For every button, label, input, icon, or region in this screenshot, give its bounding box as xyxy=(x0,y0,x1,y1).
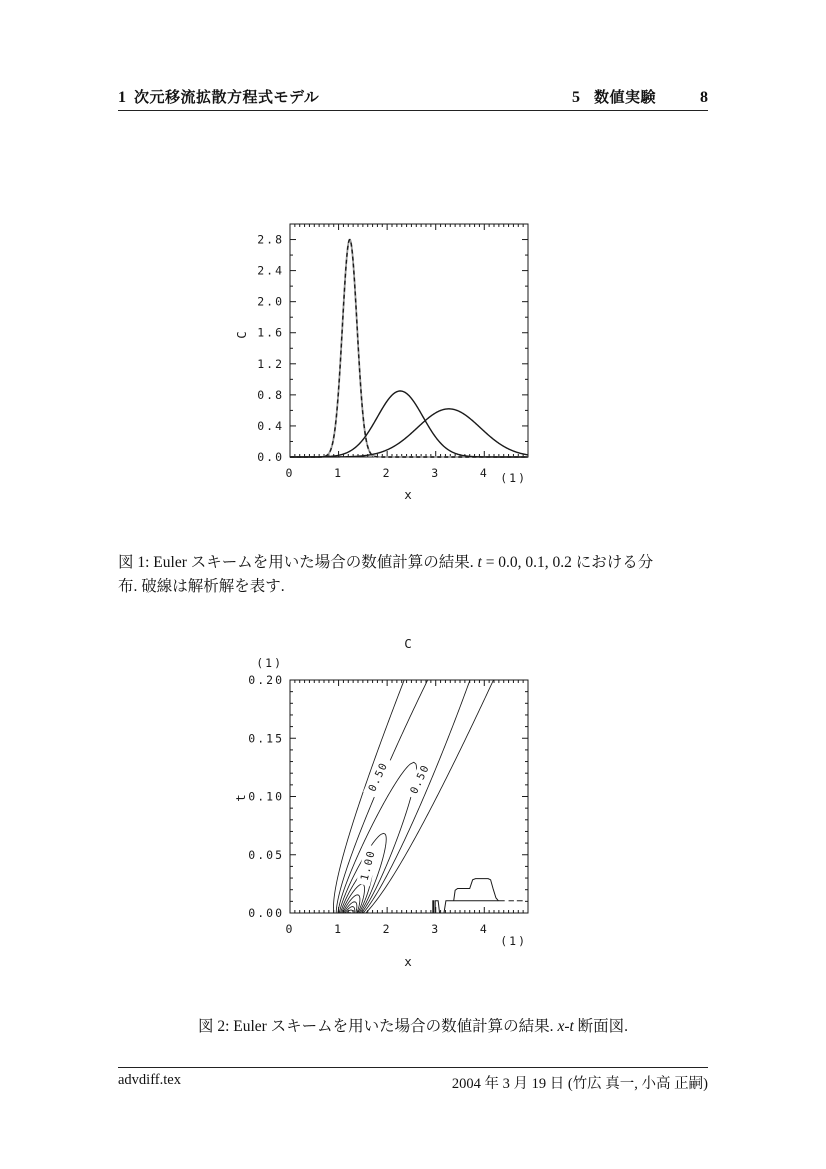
fig1-curve-t=0.1 xyxy=(290,391,528,457)
fig1-axes xyxy=(290,224,528,457)
fig2-contour-label-group-0 xyxy=(363,756,393,798)
fig1-frame xyxy=(290,224,528,457)
fig1-y-tick-label: 2.4 xyxy=(257,263,284,278)
fig2-contour-label-0: 0.50 xyxy=(366,760,391,794)
fig2-y-tick-label: 0.15 xyxy=(248,731,284,746)
figure2-caption-mathvar: x-t xyxy=(557,1018,574,1035)
figure2-caption-text2: 断面図. xyxy=(573,1018,629,1035)
page-number: 8 xyxy=(700,89,708,106)
fig2-y-unit-label: (1) xyxy=(256,656,283,670)
footer-filename: advdiff.tex xyxy=(118,1072,181,1088)
fig2-x-tick-label: 0 xyxy=(285,922,295,936)
chapter-number: 1 xyxy=(118,89,126,106)
fig1-x-tick-label: 1 xyxy=(334,466,344,480)
fig1-y-tick-label: 1.6 xyxy=(257,325,284,340)
fig2-x-tick-label: 2 xyxy=(382,922,392,936)
fig1-y-tick-label: 0.0 xyxy=(257,450,284,464)
figure1-caption-mathvar: t xyxy=(477,554,482,571)
fig1-x-unit-label: (1) xyxy=(500,471,527,485)
footer-rule xyxy=(118,1067,708,1068)
fig1-y-tick-label: 1.2 xyxy=(257,356,284,371)
chapter-title: 次元移流拡散方程式モデル xyxy=(134,89,320,106)
fig2-x-axis-label: x xyxy=(404,954,414,969)
fig2-y-axis-label: t xyxy=(233,792,248,802)
fig2-contour-0.25-right xyxy=(366,680,494,913)
fig2-contour-label-group-1 xyxy=(405,758,435,800)
figure2-caption-text: 図 2: Euler スキームを用いた場合の数値計算の結果. xyxy=(197,1018,558,1035)
fig1-x-tick-label: 0 xyxy=(285,466,295,480)
footer-date-authors: 2004 年 3 月 19 日 (竹広 真一, 小高 正嗣) xyxy=(451,1076,708,1092)
fig2-contour-label-2: 1.00 xyxy=(358,848,378,882)
fig1-y-tick-label: 0.8 xyxy=(257,387,284,402)
fig2-y-tick-label: 0.20 xyxy=(248,673,284,687)
fig2-x-tick-label: 4 xyxy=(479,922,489,936)
fig1-y-tick-label: 2.0 xyxy=(257,294,284,309)
fig2-y-tick-label: 0.10 xyxy=(248,789,284,804)
fig2-artifact-blob xyxy=(454,879,499,901)
fig1-curve-t=0.2 xyxy=(290,409,528,457)
section-number: 5 xyxy=(571,89,580,106)
figure1-caption-text: 図 1: Euler スキームを用いた場合の数値計算の結果. xyxy=(118,554,478,571)
figure1-caption-line2: 布. 破線は解析解を表す. xyxy=(118,578,285,595)
fig1-y-tick-label: 0.4 xyxy=(257,418,284,433)
fig1-y-axis-label: C xyxy=(234,329,249,339)
figure1-caption-line1 xyxy=(118,551,718,575)
fig1-x-tick-label: 2 xyxy=(382,466,392,480)
figure1-caption xyxy=(118,551,718,599)
fig1-curve-numerical-t=0.0 xyxy=(290,240,528,457)
figure1-caption-text2: = 0.0, 0.1, 0.2 における分 xyxy=(481,554,654,571)
section-title: 数値実験 xyxy=(593,89,656,106)
fig1-x-tick-label: 3 xyxy=(431,466,441,480)
figure2-caption xyxy=(118,1015,708,1039)
fig2-x-tick-label: 3 xyxy=(431,922,441,936)
fig1-x-axis-label: x xyxy=(404,487,414,502)
fig1-x-tick-label: 4 xyxy=(479,466,489,480)
fig1-curve-analytic-dashed-t=0.0 xyxy=(290,240,528,457)
fig1-y-tick-label: 2.8 xyxy=(257,232,284,247)
fig2-frame xyxy=(290,680,528,913)
fig2-x-tick-label: 1 xyxy=(334,922,344,936)
fig2-title: C xyxy=(404,636,414,651)
fig2-axes xyxy=(290,680,528,913)
fig2-x-unit-label: (1) xyxy=(500,934,527,948)
fig2-contour-label-1: 0.50 xyxy=(408,762,433,796)
fig2-y-tick-label: 0.05 xyxy=(248,847,284,862)
footer xyxy=(118,1072,708,1093)
fig2-y-tick-label: 0.00 xyxy=(248,906,284,920)
